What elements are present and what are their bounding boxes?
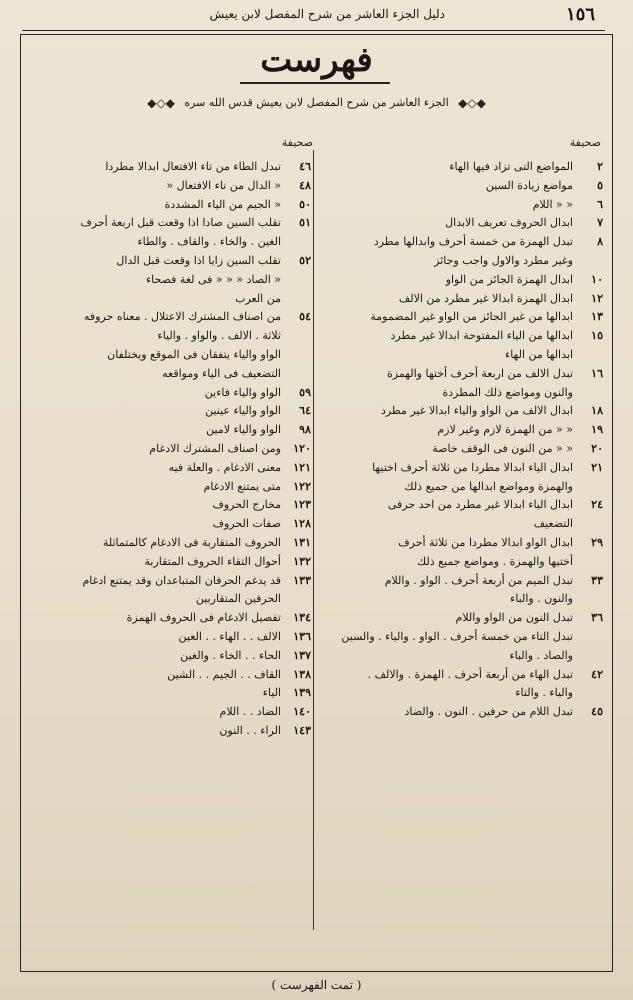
entry-text: تبدل الهاء من أربعة أحرف . الهمزة . والالف . — [367, 667, 573, 681]
entry-text: تبدل التاء من خمسة أحرف . الواو . والياء . والسين — [341, 629, 573, 643]
index-entry — [41, 515, 311, 534]
page-ref: ١٠ — [591, 272, 603, 286]
page-ref: ٢٩ — [591, 535, 603, 549]
entry-text: الغين . والخاء . والقاف . والطاء — [137, 235, 281, 249]
left-column — [41, 158, 311, 741]
index-entry-continuation — [41, 290, 311, 309]
entry-text: والنون . والباء — [510, 592, 573, 606]
entry-text: وغير مطرد والاول واجب وجائز — [434, 253, 573, 267]
entry-text: أحوال التقاء الحروف المتقاربة — [144, 554, 281, 568]
index-entry-continuation — [333, 515, 603, 534]
page-ref: ١٣٤ — [293, 611, 311, 625]
entry-text: الضاد . . اللام — [219, 705, 281, 719]
page-ref: ١٣٩ — [293, 686, 311, 700]
index-entry — [41, 421, 311, 440]
page-ref: ٥٩ — [299, 385, 311, 399]
entry-text: الالف . . الهاء . . العين — [178, 629, 281, 643]
entry-text: والصاد . والباء — [509, 648, 573, 662]
entry-text: القاف . . الجيم . . الشين — [167, 667, 281, 681]
index-entry-continuation — [333, 628, 603, 647]
entry-text: الواو والياء عينين — [205, 404, 281, 418]
page-ref: ١٤٠ — [293, 705, 311, 719]
index-entry-continuation — [41, 233, 311, 252]
index-entry — [41, 666, 311, 685]
index-entry-continuation — [333, 553, 603, 572]
entry-text: مخارج الحروف — [212, 498, 281, 512]
entry-text: « الدال من تاء الافتعال « — [166, 178, 281, 192]
page-ref: ١٣ — [591, 310, 603, 324]
entry-text: ابدال الهمزة ابدالا غير مطرد من الالف — [398, 291, 573, 305]
page-ref: ١٣٣ — [293, 573, 311, 587]
page-ref: ٢٠ — [591, 441, 603, 455]
entry-text: والهمزة ومواضع ابدالها من جميع ذلك — [404, 479, 573, 493]
entry-text: مواضع زيادة السين — [485, 178, 573, 192]
entry-text: معنى الادغام . والعلة فيه — [168, 460, 281, 474]
entry-text: تبدل النون من الواو واللام — [455, 611, 573, 625]
index-entry — [333, 233, 603, 252]
index-entry — [333, 496, 603, 515]
page-ref: ٥٤ — [299, 310, 311, 324]
column-divider — [313, 150, 314, 930]
page-ref: ٣٦ — [591, 611, 603, 625]
title-rule — [240, 82, 390, 84]
running-head: دليل الجزء العاشر من شرح المفصل لابن يعيش — [209, 7, 445, 21]
index-entry — [333, 365, 603, 384]
index-entry — [333, 196, 603, 215]
column-label-left: صحيفة — [281, 136, 313, 149]
index-entry — [41, 402, 311, 421]
entry-text: ابدال الياء ابدالا غير مطرد من احد حرفى — [387, 498, 573, 512]
index-entry — [333, 177, 603, 196]
entry-text: « « اللام — [532, 197, 573, 211]
subtitle — [0, 96, 633, 110]
index-entry — [41, 459, 311, 478]
index-entry-continuation — [41, 346, 311, 365]
index-entry — [41, 196, 311, 215]
page-title: فهرست — [260, 40, 373, 80]
page-ref: ١٥ — [591, 329, 603, 343]
index-entry — [41, 214, 311, 233]
entry-text: التضعيف — [533, 517, 573, 531]
index-entry — [41, 684, 311, 703]
index-entry-continuation — [333, 590, 603, 609]
entry-text: قد يدغم الحرفان المتباعدان وقد يمتنع ادغام — [82, 573, 281, 587]
entry-text: الحروف المتقاربة فى الادغام كالمتماثلة — [102, 535, 281, 549]
page-ref: ١٢٣ — [293, 498, 311, 512]
entry-text: ابدال الواو ابدالا مطردا من ثلاثة أحرف — [398, 535, 573, 549]
index-entry — [41, 158, 311, 177]
footer-note: ( تمت الفهرست ) — [271, 978, 362, 992]
entry-text: التضعيف فى الياء ومواقعه — [162, 366, 281, 380]
page-ref: ٢ — [597, 160, 603, 173]
index-entry-continuation — [333, 478, 603, 497]
index-entry — [41, 496, 311, 515]
entry-text: متى يمتنع الادغام — [203, 479, 281, 493]
index-entry — [41, 609, 311, 628]
page-ref: ٨ — [597, 235, 603, 249]
index-entry-continuation — [41, 590, 311, 609]
page-ref: ٣٣ — [591, 573, 603, 587]
entry-text: ثلاثة . الالف . والواو . والياء — [157, 329, 281, 343]
index-entry-continuation — [333, 252, 603, 271]
index-entry-continuation — [333, 684, 603, 703]
index-entry — [333, 572, 603, 591]
index-entry-continuation — [41, 365, 311, 384]
entry-text: تبدل الميم من أربعة أحرف . الواو . واللام — [384, 573, 573, 587]
right-column — [333, 158, 603, 722]
entry-text: أختيها والهمزة . ومواضع جميع ذلك — [417, 554, 573, 568]
page-ref: ١٣٧ — [293, 648, 311, 662]
page-ref: ١٢٨ — [293, 517, 311, 531]
index-entry — [41, 308, 311, 327]
index-entry-continuation — [333, 647, 603, 666]
entry-text: ابدال الهمزة الجائز من الواو — [445, 272, 573, 286]
entry-text: ابدالها من الهاء — [505, 347, 573, 361]
index-entry-continuation — [333, 384, 603, 403]
index-entry — [41, 534, 311, 553]
page-ref: ١٣١ — [293, 535, 311, 549]
page-ref: ٦ — [597, 197, 603, 211]
index-entry — [333, 459, 603, 478]
index-entry — [333, 609, 603, 628]
entry-text: الحرفين المتقاربين — [195, 592, 281, 606]
entry-text: الحاء . . الخاء . والغين — [180, 648, 281, 662]
index-entry — [41, 628, 311, 647]
page-ref: ١٣٨ — [293, 667, 311, 681]
entry-text: صفات الحروف — [212, 517, 281, 531]
entry-text: الواو والياء يتفقان فى الموقع ويختلفان — [107, 347, 281, 361]
page-ref: ٢١ — [591, 460, 603, 474]
index-entry — [41, 177, 311, 196]
page-ref: ٥ — [597, 178, 603, 192]
entry-text: ابدال الحروف تعريف الابدال — [445, 216, 573, 230]
entry-text: ابدال الالف من الواو والياء ابدالا غير مطرد — [380, 404, 573, 418]
index-entry — [333, 327, 603, 346]
entry-text: تبدل اللام من حرفين . النون . والضاد — [404, 705, 573, 719]
index-entry — [41, 572, 311, 591]
entry-text: ابدالها من الياء المفتوحة ابدالا غير مطرد — [390, 329, 573, 343]
index-entry — [333, 421, 603, 440]
index-entry — [333, 534, 603, 553]
page-ref: ١٢ — [591, 291, 603, 305]
index-entry — [41, 703, 311, 722]
entry-text: تبدل الطاء من تاء الافتعال ابدالا مطردا — [105, 160, 281, 173]
entry-text: والنون ومواضع ذلك المطردة — [442, 385, 573, 399]
index-entry — [333, 666, 603, 685]
page-ref: ٥٢ — [299, 253, 311, 267]
page-ref: ٤٢ — [591, 667, 603, 681]
page-ref: ٧ — [597, 216, 603, 230]
entry-text: من العرب — [235, 291, 281, 305]
page-ref: ١٢٠ — [293, 441, 311, 455]
index-entry — [333, 440, 603, 459]
index-entry — [41, 553, 311, 572]
page-ref: ٥١ — [299, 216, 311, 230]
entry-text: تقلب السين زايا اذا وقعت قبل الدال — [116, 253, 281, 267]
page-ref: ١٢١ — [293, 460, 311, 474]
entry-text: ابدال الياء ابدالا مطردا من ثلاثة أحرف اختيها — [372, 460, 573, 474]
column-label-right: صحيفة — [569, 136, 601, 149]
page-ref: ٤٥ — [591, 705, 603, 719]
index-entry — [41, 722, 311, 741]
index-entry — [41, 440, 311, 459]
page-header — [22, 4, 605, 31]
entry-text: الواو والياء لامين — [206, 423, 281, 437]
entry-text: والياء . والتاء — [515, 686, 573, 700]
index-entry — [41, 647, 311, 666]
entry-text: « « من الهمزة لازم وغير لازم — [437, 423, 573, 437]
index-entry — [333, 271, 603, 290]
page-ref: ١٨ — [591, 404, 603, 418]
entry-text: تبدل الهمزة من خمسة أحرف وابدالها مطرد — [373, 235, 573, 249]
index-entry — [41, 478, 311, 497]
entry-text: « الجيم من الياء المشددة — [164, 197, 281, 211]
entry-text: ابدالها من غير الجائز من الواو غير المضمومة — [370, 310, 573, 324]
index-entry-continuation — [333, 346, 603, 365]
entry-text: الياء — [262, 686, 281, 700]
entry-text: الراء . . النون — [219, 723, 281, 737]
page-ref: ٥٠ — [299, 197, 311, 211]
page-ref: ٢٤ — [591, 498, 603, 512]
ornament-icon: ◆◇◆ — [147, 96, 175, 110]
entry-text: من اصناف المشترك الاعتلال . معناه حروفه — [84, 310, 281, 324]
index-entry — [333, 290, 603, 309]
page-ref: ١٣٢ — [293, 554, 311, 568]
page-number: ١٥٦ — [565, 4, 595, 25]
entry-text: « « من النون فى الوقف خاصة — [432, 441, 573, 455]
page-ref: ٤٨ — [299, 178, 311, 192]
page-ref: ٩٨ — [299, 423, 311, 437]
entry-text: تبدل الالف من اربعة أحرف أختها والهمزة — [386, 366, 573, 380]
index-entry-continuation — [41, 327, 311, 346]
page-ref: ١٩ — [591, 423, 603, 437]
index-entry — [333, 703, 603, 722]
page-ref: ١٢٢ — [293, 479, 311, 493]
index-entry-continuation — [41, 271, 311, 290]
page-ref: ٤٦ — [299, 160, 311, 173]
page-ref: ١٣٦ — [293, 629, 311, 643]
index-entry — [333, 402, 603, 421]
subtitle-text: الجزء العاشر من شرح المفصل لابن يعيش قدس الله سره — [184, 96, 449, 109]
page-ref: ١٦ — [591, 366, 603, 380]
entry-text: تقلب السين صادا اذا وقعت قبل اربعة أحرف — [80, 216, 281, 230]
index-entry — [333, 308, 603, 327]
page-ref: ٦٤ — [299, 404, 311, 418]
page-ref: ١٤٣ — [293, 723, 311, 737]
index-entry — [333, 214, 603, 233]
index-entry — [333, 158, 603, 177]
entry-text: ومن اصناف المشترك الادغام — [149, 441, 281, 455]
entry-text: تفصيل الادغام فى الحروف الهمزة — [126, 611, 281, 625]
index-entry — [41, 252, 311, 271]
entry-text: « الصاد « « « فى لغة فصحاء — [146, 272, 281, 286]
entry-text: الواو والياء فاءين — [204, 385, 281, 399]
ornament-icon: ◆◇◆ — [458, 96, 486, 110]
entry-text: المواضع التى تزاد فيها الهاء — [449, 160, 573, 173]
index-entry — [41, 384, 311, 403]
